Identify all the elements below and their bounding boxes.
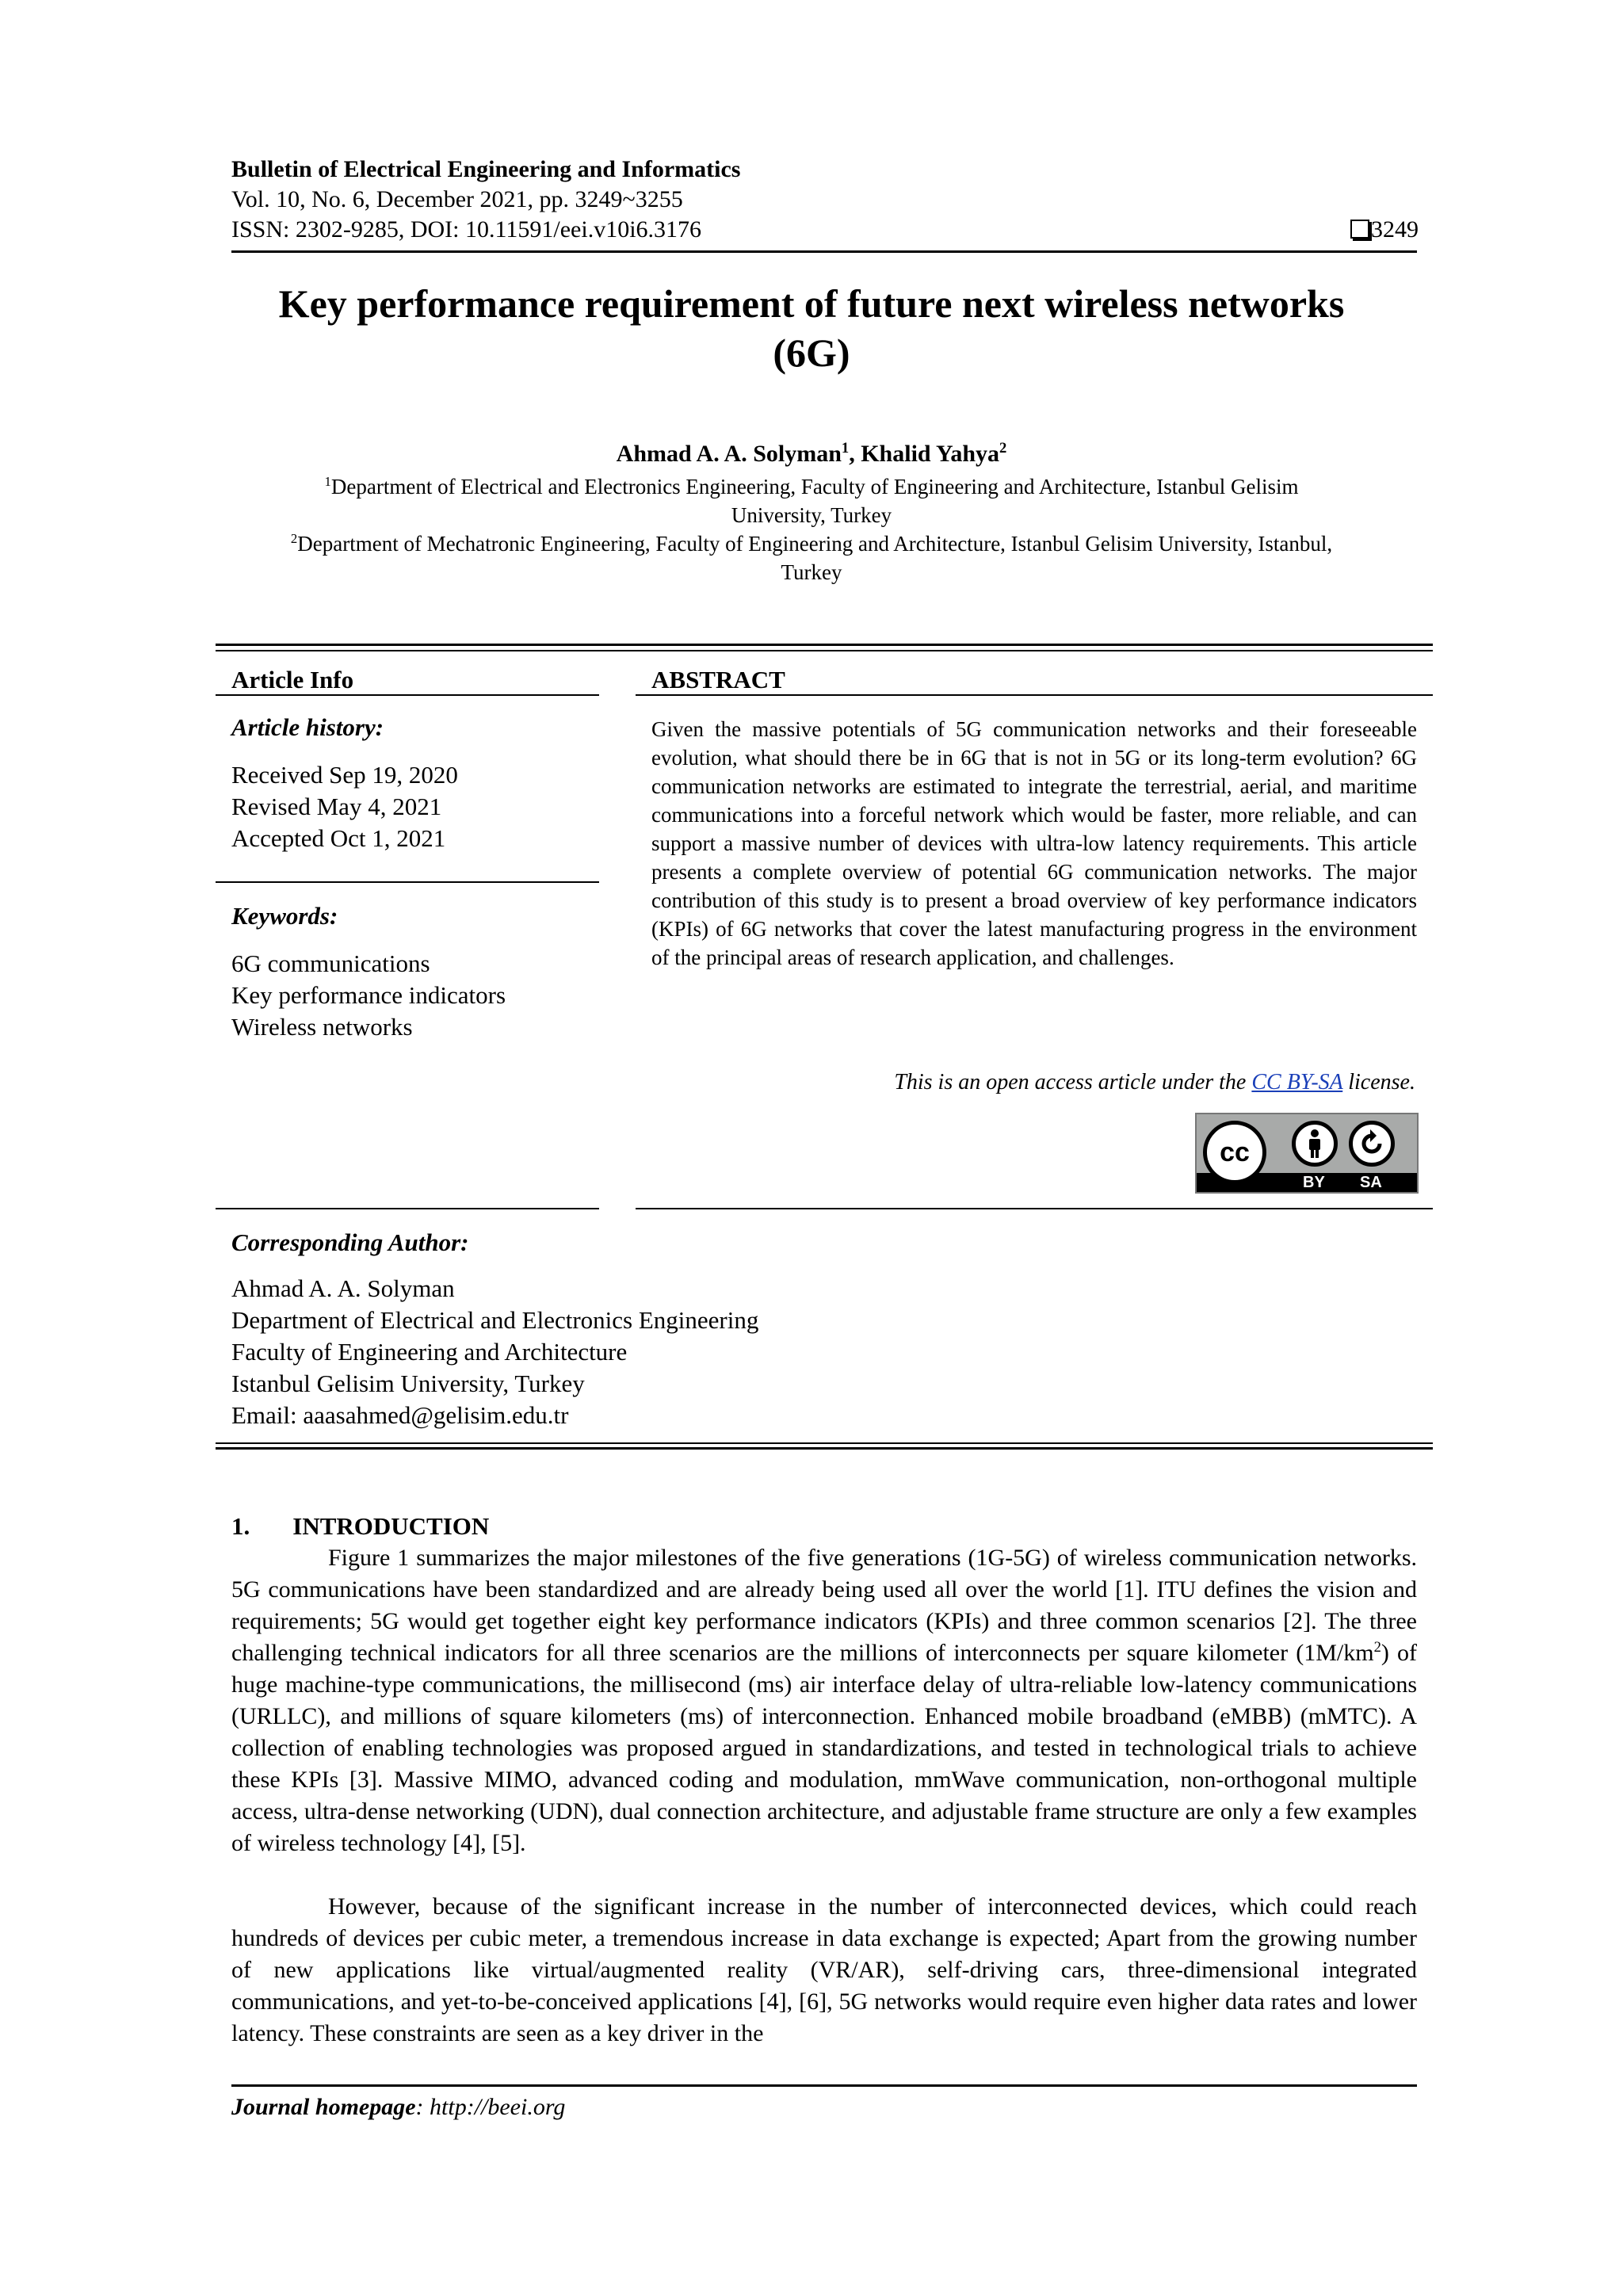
article-info-rule <box>216 694 599 696</box>
author-name: Khalid Yahya <box>861 441 1000 467</box>
section-heading-introduction: 1. INTRODUCTION <box>231 1512 490 1540</box>
authors: Ahmad A. A. Solyman$^1$, Khalid Yahya$^2$ <box>616 440 1007 467</box>
article-history-heading: Article history: <box>231 713 384 741</box>
abstract-heading: ABSTRACT <box>651 666 785 693</box>
keywords-rule <box>216 881 599 883</box>
person-icon <box>1292 1121 1338 1167</box>
corresponding-department: Department of Electrical and Electronics Engineering <box>231 1306 759 1334</box>
article-info-bottom-rule <box>216 1208 599 1209</box>
received-date: Received Sep 19, 2020 <box>231 761 458 789</box>
corresponding-university: Istanbul Gelisim University, Turkey <box>231 1370 585 1397</box>
keywords-heading: Keywords: <box>231 902 338 930</box>
cc-by-sa-badge[interactable] <box>1195 1113 1419 1194</box>
abstract-text: Given the massive potentials of 5G communication networks and their foreseeable evolution, what should there be in 6G that is not in 5G or its long-term evolution? 6G communication networks are estimated to integrate the terrestrial, aerial, and maritime communications into a forceful network which would be faster, more reliable, and can support a massive number of devices with ultra-low latency requirements. This article presents a complete overview of potential 6G communication networks. The major contribution of this study is to present a broad overview of key performance indicators (KPIs) of 6G networks that cover the latest manufacturing progress in the environment of the principal areas of research application, and challenges. <box>651 717 1417 969</box>
issn-doi: ISSN: 2302-9285, DOI: 10.11591/eei.v10i6.3176 <box>231 216 702 243</box>
paper-title: Key performance requirement of future next wireless networks (6G) <box>278 281 1345 375</box>
info-bottom-rule <box>216 1442 1433 1444</box>
keyword: Key performance indicators <box>231 981 506 1009</box>
intro-paragraph-1: Figure 1 summarizes the major milestones of the five generations (1G-5G) of wireless communication networks. 5G communications have been standardized and are already being used all over the world [1]. ITU defines the vision and requirements; 5G would get together eight key performance indicators (KPIs) and three common scenarios [2]. The three challenging technical indicators for all three scenarios are the millions of interconnects per square kilometer $(1M/km^2)$ of huge machine-type communications, the millisecond (ms) air interface delay of ultra-reliable low-latency communications (URLLC), and millions of square kilometers (ms) of interconnection. Enhanced mobile broadband (eMBB) (mMTC). A collection of enabling technologies was proposed argued in standardizations, and tested in technological trials to achieve these KPIs [3]. Massive MIMO, advanced coding and modulation, mmWave communication, non-orthogonal multiple access, ultra-dense networking (UDN), dual connection architecture, and adjustable frame structure are only a few examples of wireless technology [4], [5]. <box>231 1545 1417 1856</box>
keyword: Wireless networks <box>231 1013 413 1041</box>
badge-sa-label: SA <box>1360 1174 1382 1191</box>
info-top-rule-2 <box>216 650 1433 651</box>
footer-rule <box>231 2084 1417 2087</box>
volume-info: Vol. 10, No. 6, December 2021, pp. 3249~3255 <box>231 186 683 212</box>
cc-icon: cc <box>1203 1121 1266 1184</box>
accepted-date: Accepted Oct 1, 2021 <box>231 824 446 852</box>
homepage-link[interactable]: http://beei.org <box>430 2094 566 2120</box>
header-rule <box>231 250 1417 253</box>
corresponding-email[interactable]: Email: aaasahmed@gelisim.edu.tr <box>231 1401 569 1429</box>
article-info-heading: Article Info <box>231 666 354 693</box>
corresponding-author-heading: Corresponding Author: <box>231 1228 469 1256</box>
abstract-bottom-rule <box>636 1208 1433 1209</box>
cc-by-sa-link[interactable]: CC BY-SA <box>1251 1070 1343 1095</box>
copyright-box-icon <box>1350 220 1369 239</box>
page-number: 3249 <box>1350 216 1419 244</box>
info-bottom-rule-2 <box>216 1447 1433 1450</box>
corresponding-name: Ahmad A. A. Solyman <box>231 1274 455 1302</box>
share-alike-icon <box>1349 1121 1395 1167</box>
affiliation-2: $^2$Department of Mechatronic Engineering, Faculty of Engineering and Architecture, Istanbul Gelisim University, Istanbul, Turkey <box>290 531 1333 584</box>
abstract-rule <box>636 694 1433 696</box>
corresponding-faculty: Faculty of Engineering and Architecture <box>231 1338 628 1366</box>
author-name: Ahmad A. A. Solyman <box>616 441 842 467</box>
affiliation-1: $^1$Department of Electrical and Electronics Engineering, Faculty of Engineering and Architecture, Istanbul Gelisim University, Turkey <box>324 474 1299 527</box>
keyword: 6G communications <box>231 949 430 977</box>
journal-name: Bulletin of Electrical Engineering and Informatics <box>231 156 741 182</box>
revised-date: Revised May 4, 2021 <box>231 793 442 820</box>
badge-by-label: BY <box>1303 1174 1325 1191</box>
license-statement: This is an open access article under the CC BY-SA license. <box>894 1070 1415 1095</box>
intro-paragraph-2: However, because of the significant increase in the number of interconnected devices, which could reach hundreds of devices per cubic meter, a tremendous increase in data exchange is expected; Apart from the growing number of new applications like virtual/augmented reality (VR/AR), self-driving cars, three-dimensional integrated communications, and yet-to-be-conceived applications [4], [6], 5G networks would require even higher data rates and lower latency. These constraints are seen as a key driver in the <box>231 1893 1417 2046</box>
info-top-rule <box>216 644 1433 646</box>
journal-homepage: Journal homepage: http://beei.org <box>231 2094 566 2120</box>
